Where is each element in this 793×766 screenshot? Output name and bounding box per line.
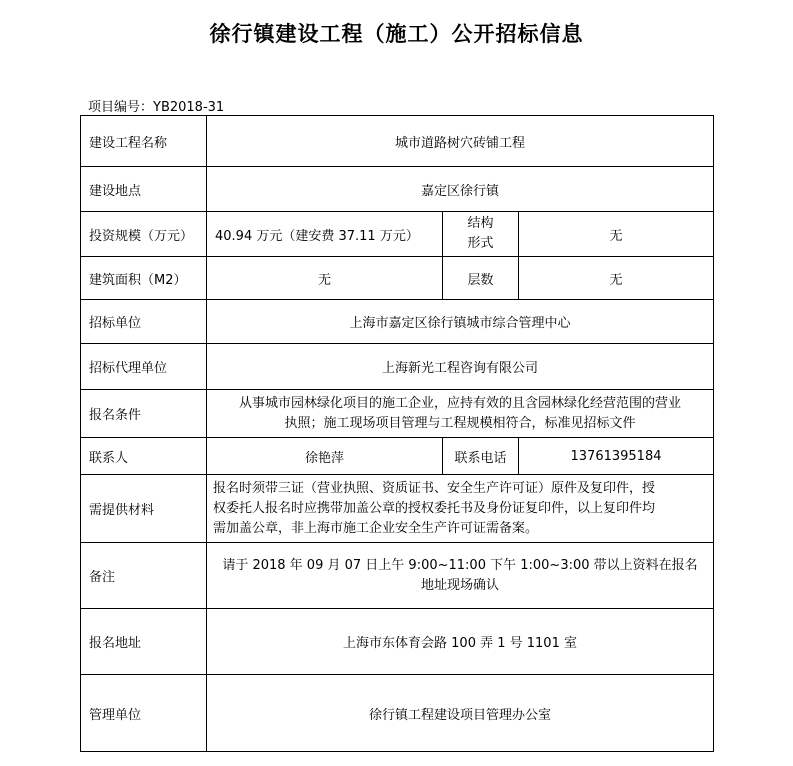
label-conditions: 报名条件 bbox=[81, 390, 207, 438]
materials-line3: 需加盖公章，非上海市施工企业安全生产许可证需备案。 bbox=[213, 520, 539, 536]
label-contact: 联系人 bbox=[81, 438, 207, 475]
value-contact: 徐艳萍 bbox=[207, 438, 443, 475]
value-investment: 40.94 万元（建安费 37.11 万元） bbox=[207, 212, 443, 257]
value-conditions bbox=[207, 390, 714, 438]
tender-info-table bbox=[80, 115, 714, 752]
remarks-line2: 地址现场确认 bbox=[420, 577, 499, 593]
value-area: 无 bbox=[207, 257, 443, 300]
value-materials bbox=[207, 475, 714, 543]
row-location bbox=[81, 167, 714, 212]
value-phone: 13761395184 bbox=[519, 438, 714, 475]
label-address: 报名地址 bbox=[81, 609, 207, 675]
value-tenderer: 上海市嘉定区徐行镇城市综合管理中心 bbox=[207, 300, 714, 344]
row-materials bbox=[81, 475, 714, 543]
conditions-line1: 从事城市园林绿化项目的施工企业，应持有效的且含园林绿化经营范围的营业 bbox=[238, 395, 681, 411]
value-address: 上海市东体育会路 100 弄 1 号 1101 室 bbox=[207, 609, 714, 675]
row-project-name bbox=[81, 116, 714, 167]
row-agent bbox=[81, 344, 714, 390]
row-remarks bbox=[81, 543, 714, 609]
row-management bbox=[81, 675, 714, 752]
label-area: 建筑面积（M2） bbox=[81, 257, 207, 300]
value-floors: 无 bbox=[519, 257, 714, 300]
label-location: 建设地点 bbox=[81, 167, 207, 212]
row-area bbox=[81, 257, 714, 300]
label-agent: 招标代理单位 bbox=[81, 344, 207, 390]
row-tenderer bbox=[81, 300, 714, 344]
value-location: 嘉定区徐行镇 bbox=[207, 167, 714, 212]
row-address bbox=[81, 609, 714, 675]
page-title: 徐行镇建设工程（施工）公开招标信息 bbox=[209, 21, 584, 46]
value-agent: 上海新光工程咨询有限公司 bbox=[207, 344, 714, 390]
remarks-line1: 请于 2018 年 09 月 07 日上午 9:00~11:00 下午 1:00~3:00 带以上资料在报名 bbox=[222, 557, 698, 573]
value-management: 徐行镇工程建设项目管理办公室 bbox=[207, 675, 714, 752]
label-remarks: 备注 bbox=[81, 543, 207, 609]
project-number: 项目编号：YB2018-31 bbox=[88, 100, 225, 115]
label-floors: 层数 bbox=[443, 257, 519, 300]
materials-line2: 权委托人报名时应携带加盖公章的授权委托书及身份证复印件，以上复印件均 bbox=[213, 500, 656, 516]
value-project-name: 城市道路树穴砖铺工程 bbox=[207, 116, 714, 167]
label-structure-line1: 结构 bbox=[467, 216, 494, 231]
label-structure-line2: 形式 bbox=[467, 236, 494, 251]
row-contact bbox=[81, 438, 714, 475]
label-phone: 联系电话 bbox=[443, 438, 519, 475]
label-tenderer: 招标单位 bbox=[81, 300, 207, 344]
row-conditions bbox=[81, 390, 714, 438]
label-materials: 需提供材料 bbox=[81, 475, 207, 543]
row-investment bbox=[81, 212, 714, 257]
label-structure bbox=[443, 212, 519, 257]
label-investment: 投资规模（万元） bbox=[81, 212, 207, 257]
value-structure: 无 bbox=[519, 212, 714, 257]
materials-line1: 报名时须带三证（营业执照、资质证书、安全生产许可证）原件及复印件，授 bbox=[213, 480, 656, 496]
value-remarks bbox=[207, 543, 714, 609]
conditions-line2: 执照；施工现场项目管理与工程规模相符合，标准见招标文件 bbox=[284, 415, 636, 431]
label-management: 管理单位 bbox=[81, 675, 207, 752]
label-project-name: 建设工程名称 bbox=[81, 116, 207, 167]
